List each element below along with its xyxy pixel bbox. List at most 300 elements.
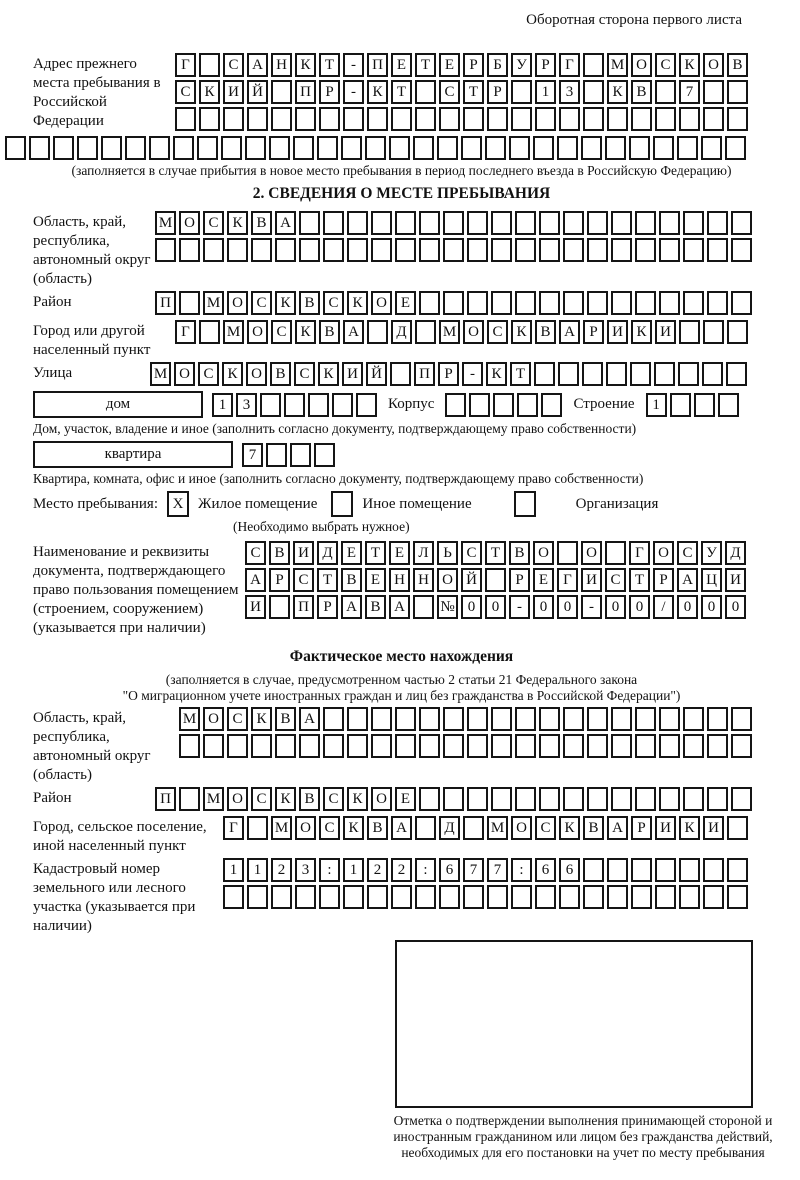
- char-cell[interactable]: В: [535, 320, 556, 344]
- char-cell[interactable]: [485, 568, 506, 592]
- char-cell[interactable]: -: [343, 53, 364, 77]
- char-cell[interactable]: К: [295, 320, 316, 344]
- char-cell[interactable]: [245, 136, 266, 160]
- char-cell[interactable]: [295, 107, 316, 131]
- char-cell[interactable]: 6: [535, 858, 556, 882]
- char-cell[interactable]: [347, 707, 368, 731]
- char-cell[interactable]: [260, 393, 281, 417]
- char-cell[interactable]: К: [199, 80, 220, 104]
- char-cell[interactable]: [391, 885, 412, 909]
- char-cell[interactable]: [491, 291, 512, 315]
- char-cell[interactable]: А: [677, 568, 698, 592]
- char-cell[interactable]: [718, 393, 739, 417]
- char-cell[interactable]: К: [347, 787, 368, 811]
- char-cell[interactable]: К: [222, 362, 243, 386]
- char-cell[interactable]: [413, 136, 434, 160]
- char-cell[interactable]: [356, 393, 377, 417]
- char-cell[interactable]: [511, 80, 532, 104]
- char-cell[interactable]: С: [198, 362, 219, 386]
- char-cell[interactable]: С: [487, 320, 508, 344]
- char-cell[interactable]: [607, 107, 628, 131]
- char-cell[interactable]: К: [679, 53, 700, 77]
- char-cell[interactable]: [677, 136, 698, 160]
- char-cell[interactable]: [271, 80, 292, 104]
- char-cell[interactable]: [266, 443, 287, 467]
- char-cell[interactable]: О: [227, 291, 248, 315]
- char-cell[interactable]: [731, 707, 752, 731]
- char-cell[interactable]: [221, 136, 242, 160]
- char-cell[interactable]: Д: [725, 541, 746, 565]
- char-cell[interactable]: [419, 291, 440, 315]
- char-cell[interactable]: [541, 393, 562, 417]
- char-cell[interactable]: [659, 238, 680, 262]
- char-cell[interactable]: [491, 238, 512, 262]
- char-cell[interactable]: Г: [557, 568, 578, 592]
- char-cell[interactable]: 3: [295, 858, 316, 882]
- char-cell[interactable]: Т: [463, 80, 484, 104]
- char-cell[interactable]: [707, 238, 728, 262]
- char-cell[interactable]: [323, 734, 344, 758]
- char-cell[interactable]: С: [323, 787, 344, 811]
- char-cell[interactable]: [395, 707, 416, 731]
- char-cell[interactable]: /: [653, 595, 674, 619]
- char-cell[interactable]: [583, 107, 604, 131]
- char-cell[interactable]: [587, 734, 608, 758]
- char-cell[interactable]: [694, 393, 715, 417]
- char-cell[interactable]: [223, 885, 244, 909]
- char-cell[interactable]: [703, 107, 724, 131]
- char-cell[interactable]: В: [269, 541, 290, 565]
- char-cell[interactable]: [607, 885, 628, 909]
- char-cell[interactable]: [367, 107, 388, 131]
- char-cell[interactable]: Т: [365, 541, 386, 565]
- char-cell[interactable]: В: [367, 816, 388, 840]
- char-cell[interactable]: [179, 238, 200, 262]
- char-cell[interactable]: О: [533, 541, 554, 565]
- char-cell[interactable]: [533, 136, 554, 160]
- char-cell[interactable]: И: [342, 362, 363, 386]
- char-cell[interactable]: [534, 362, 555, 386]
- char-cell[interactable]: 0: [461, 595, 482, 619]
- char-cell[interactable]: [199, 107, 220, 131]
- char-cell[interactable]: П: [295, 80, 316, 104]
- char-cell[interactable]: -: [509, 595, 530, 619]
- char-cell[interactable]: Т: [319, 53, 340, 77]
- char-cell[interactable]: Т: [391, 80, 412, 104]
- char-cell[interactable]: [487, 885, 508, 909]
- char-cell[interactable]: [635, 707, 656, 731]
- char-cell[interactable]: У: [511, 53, 532, 77]
- char-cell[interactable]: И: [703, 816, 724, 840]
- char-cell[interactable]: [630, 362, 651, 386]
- char-cell[interactable]: В: [365, 595, 386, 619]
- char-cell[interactable]: [703, 885, 724, 909]
- char-cell[interactable]: Д: [391, 320, 412, 344]
- char-cell[interactable]: И: [655, 816, 676, 840]
- char-cell[interactable]: [635, 787, 656, 811]
- char-cell[interactable]: М: [203, 291, 224, 315]
- char-cell[interactable]: [683, 238, 704, 262]
- char-cell[interactable]: [703, 320, 724, 344]
- char-cell[interactable]: [343, 885, 364, 909]
- char-cell[interactable]: -: [343, 80, 364, 104]
- char-cell[interactable]: Л: [413, 541, 434, 565]
- char-cell[interactable]: С: [323, 291, 344, 315]
- char-cell[interactable]: [539, 707, 560, 731]
- char-cell[interactable]: 0: [677, 595, 698, 619]
- char-cell[interactable]: К: [486, 362, 507, 386]
- char-cell[interactable]: Ц: [701, 568, 722, 592]
- char-cell[interactable]: В: [275, 707, 296, 731]
- char-cell[interactable]: [247, 885, 268, 909]
- char-cell[interactable]: М: [223, 320, 244, 344]
- char-cell[interactable]: [199, 53, 220, 77]
- char-cell[interactable]: [5, 136, 26, 160]
- char-cell[interactable]: [463, 816, 484, 840]
- char-cell[interactable]: В: [583, 816, 604, 840]
- char-cell[interactable]: В: [631, 80, 652, 104]
- char-cell[interactable]: [635, 734, 656, 758]
- char-cell[interactable]: [703, 80, 724, 104]
- char-cell[interactable]: И: [581, 568, 602, 592]
- char-cell[interactable]: [269, 595, 290, 619]
- char-cell[interactable]: [371, 211, 392, 235]
- char-cell[interactable]: [583, 80, 604, 104]
- char-cell[interactable]: [343, 107, 364, 131]
- char-cell[interactable]: [678, 362, 699, 386]
- char-cell[interactable]: [731, 211, 752, 235]
- char-cell[interactable]: [290, 443, 311, 467]
- char-cell[interactable]: А: [343, 320, 364, 344]
- char-cell[interactable]: [605, 136, 626, 160]
- char-cell[interactable]: [563, 291, 584, 315]
- char-cell[interactable]: 7: [679, 80, 700, 104]
- char-cell[interactable]: И: [607, 320, 628, 344]
- char-cell[interactable]: Р: [269, 568, 290, 592]
- char-cell[interactable]: [702, 362, 723, 386]
- char-cell[interactable]: [581, 136, 602, 160]
- char-cell[interactable]: [559, 107, 580, 131]
- char-cell[interactable]: [227, 238, 248, 262]
- char-cell[interactable]: М: [271, 816, 292, 840]
- char-cell[interactable]: 2: [271, 858, 292, 882]
- char-cell[interactable]: [727, 858, 748, 882]
- char-cell[interactable]: Г: [175, 320, 196, 344]
- char-cell[interactable]: [443, 787, 464, 811]
- char-cell[interactable]: Р: [319, 80, 340, 104]
- char-cell[interactable]: Й: [461, 568, 482, 592]
- char-cell[interactable]: [367, 320, 388, 344]
- char-cell[interactable]: Й: [366, 362, 387, 386]
- char-cell[interactable]: [467, 238, 488, 262]
- char-cell[interactable]: -: [581, 595, 602, 619]
- char-cell[interactable]: [469, 393, 490, 417]
- char-cell[interactable]: Т: [485, 541, 506, 565]
- char-cell[interactable]: [341, 136, 362, 160]
- char-cell[interactable]: [563, 787, 584, 811]
- char-cell[interactable]: [203, 238, 224, 262]
- char-cell[interactable]: С: [605, 568, 626, 592]
- char-cell[interactable]: М: [607, 53, 628, 77]
- char-cell[interactable]: [587, 787, 608, 811]
- char-cell[interactable]: [275, 734, 296, 758]
- char-cell[interactable]: С: [223, 53, 244, 77]
- char-cell[interactable]: Р: [317, 595, 338, 619]
- char-cell[interactable]: [631, 885, 652, 909]
- char-cell[interactable]: :: [319, 858, 340, 882]
- char-cell[interactable]: [390, 362, 411, 386]
- char-cell[interactable]: И: [245, 595, 266, 619]
- char-cell[interactable]: Р: [631, 816, 652, 840]
- char-cell[interactable]: К: [227, 211, 248, 235]
- char-cell[interactable]: 6: [439, 858, 460, 882]
- char-cell[interactable]: [683, 707, 704, 731]
- char-cell[interactable]: [707, 787, 728, 811]
- char-cell[interactable]: М: [150, 362, 171, 386]
- char-cell[interactable]: [539, 787, 560, 811]
- char-cell[interactable]: О: [295, 816, 316, 840]
- char-cell[interactable]: [515, 291, 536, 315]
- char-cell[interactable]: О: [371, 787, 392, 811]
- char-cell[interactable]: [332, 393, 353, 417]
- char-cell[interactable]: [731, 787, 752, 811]
- char-cell[interactable]: [319, 885, 340, 909]
- char-cell[interactable]: [149, 136, 170, 160]
- char-cell[interactable]: Е: [395, 787, 416, 811]
- char-cell[interactable]: [611, 734, 632, 758]
- char-cell[interactable]: [461, 136, 482, 160]
- char-cell[interactable]: И: [293, 541, 314, 565]
- char-cell[interactable]: [415, 80, 436, 104]
- char-cell[interactable]: В: [341, 568, 362, 592]
- char-cell[interactable]: К: [318, 362, 339, 386]
- char-cell[interactable]: К: [679, 816, 700, 840]
- char-cell[interactable]: С: [251, 787, 272, 811]
- char-cell[interactable]: У: [701, 541, 722, 565]
- char-cell[interactable]: Д: [317, 541, 338, 565]
- char-cell[interactable]: В: [270, 362, 291, 386]
- char-cell[interactable]: [467, 787, 488, 811]
- char-cell[interactable]: [653, 136, 674, 160]
- char-cell[interactable]: 0: [533, 595, 554, 619]
- char-cell[interactable]: [701, 136, 722, 160]
- char-cell[interactable]: [535, 885, 556, 909]
- char-cell[interactable]: [683, 291, 704, 315]
- char-cell[interactable]: С: [439, 80, 460, 104]
- char-cell[interactable]: Е: [391, 53, 412, 77]
- char-cell[interactable]: [583, 885, 604, 909]
- char-cell[interactable]: С: [319, 816, 340, 840]
- char-cell[interactable]: [295, 885, 316, 909]
- char-cell[interactable]: [559, 885, 580, 909]
- char-cell[interactable]: [629, 136, 650, 160]
- char-cell[interactable]: [493, 393, 514, 417]
- char-cell[interactable]: [707, 734, 728, 758]
- char-cell[interactable]: :: [415, 858, 436, 882]
- char-cell[interactable]: Г: [175, 53, 196, 77]
- char-cell[interactable]: [487, 107, 508, 131]
- char-cell[interactable]: [659, 211, 680, 235]
- char-cell[interactable]: [563, 238, 584, 262]
- char-cell[interactable]: 1: [343, 858, 364, 882]
- char-cell[interactable]: [635, 238, 656, 262]
- char-cell[interactable]: [557, 136, 578, 160]
- char-cell[interactable]: [389, 136, 410, 160]
- char-cell[interactable]: [155, 238, 176, 262]
- char-cell[interactable]: К: [295, 53, 316, 77]
- char-cell[interactable]: С: [203, 211, 224, 235]
- char-cell[interactable]: А: [389, 595, 410, 619]
- char-cell[interactable]: [727, 107, 748, 131]
- char-cell[interactable]: О: [631, 53, 652, 77]
- char-cell[interactable]: [445, 393, 466, 417]
- char-cell[interactable]: 1: [535, 80, 556, 104]
- char-cell[interactable]: [683, 787, 704, 811]
- char-cell[interactable]: [467, 291, 488, 315]
- char-cell[interactable]: [611, 291, 632, 315]
- char-cell[interactable]: Д: [439, 816, 460, 840]
- char-cell[interactable]: С: [461, 541, 482, 565]
- char-cell[interactable]: [308, 393, 329, 417]
- char-cell[interactable]: [679, 107, 700, 131]
- char-cell[interactable]: К: [347, 291, 368, 315]
- char-cell[interactable]: О: [371, 291, 392, 315]
- char-cell[interactable]: [251, 238, 272, 262]
- char-cell[interactable]: [467, 707, 488, 731]
- char-cell[interactable]: [659, 707, 680, 731]
- char-cell[interactable]: 6: [559, 858, 580, 882]
- char-cell[interactable]: С: [294, 362, 315, 386]
- char-cell[interactable]: [415, 885, 436, 909]
- char-cell[interactable]: С: [655, 53, 676, 77]
- char-cell[interactable]: [419, 734, 440, 758]
- char-cell[interactable]: [443, 707, 464, 731]
- char-cell[interactable]: [563, 707, 584, 731]
- char-cell[interactable]: [670, 393, 691, 417]
- char-cell[interactable]: [611, 211, 632, 235]
- char-cell[interactable]: 0: [725, 595, 746, 619]
- char-cell[interactable]: №: [437, 595, 458, 619]
- char-cell[interactable]: [517, 393, 538, 417]
- char-cell[interactable]: С: [535, 816, 556, 840]
- char-cell[interactable]: С: [677, 541, 698, 565]
- char-cell[interactable]: К: [559, 816, 580, 840]
- char-cell[interactable]: Р: [463, 53, 484, 77]
- char-cell[interactable]: [539, 238, 560, 262]
- char-cell[interactable]: [247, 107, 268, 131]
- char-cell[interactable]: [563, 734, 584, 758]
- char-cell[interactable]: А: [299, 707, 320, 731]
- char-cell[interactable]: 2: [367, 858, 388, 882]
- char-cell[interactable]: О: [203, 707, 224, 731]
- char-cell[interactable]: [419, 211, 440, 235]
- char-cell[interactable]: Р: [487, 80, 508, 104]
- char-cell[interactable]: Г: [223, 816, 244, 840]
- char-cell[interactable]: М: [439, 320, 460, 344]
- char-cell[interactable]: С: [227, 707, 248, 731]
- char-cell[interactable]: [275, 238, 296, 262]
- char-cell[interactable]: [727, 320, 748, 344]
- char-cell[interactable]: [611, 787, 632, 811]
- char-cell[interactable]: [419, 787, 440, 811]
- char-cell[interactable]: [491, 707, 512, 731]
- char-cell[interactable]: [631, 107, 652, 131]
- char-cell[interactable]: [635, 291, 656, 315]
- char-cell[interactable]: [731, 238, 752, 262]
- char-cell[interactable]: [511, 107, 532, 131]
- char-cell[interactable]: Е: [389, 541, 410, 565]
- char-cell[interactable]: В: [299, 291, 320, 315]
- char-cell[interactable]: [323, 707, 344, 731]
- char-cell[interactable]: А: [245, 568, 266, 592]
- char-cell[interactable]: О: [179, 211, 200, 235]
- char-cell[interactable]: И: [223, 80, 244, 104]
- char-cell[interactable]: 0: [701, 595, 722, 619]
- char-cell[interactable]: 3: [559, 80, 580, 104]
- char-cell[interactable]: 0: [557, 595, 578, 619]
- char-cell[interactable]: [509, 136, 530, 160]
- char-cell[interactable]: 7: [242, 443, 263, 467]
- char-cell[interactable]: [395, 238, 416, 262]
- char-cell[interactable]: [463, 885, 484, 909]
- char-cell[interactable]: 3: [236, 393, 257, 417]
- char-cell[interactable]: Т: [510, 362, 531, 386]
- char-cell[interactable]: [314, 443, 335, 467]
- char-cell[interactable]: С: [245, 541, 266, 565]
- char-cell[interactable]: [365, 136, 386, 160]
- char-cell[interactable]: [515, 734, 536, 758]
- char-cell[interactable]: [175, 107, 196, 131]
- char-cell[interactable]: В: [319, 320, 340, 344]
- char-cell[interactable]: М: [487, 816, 508, 840]
- char-cell[interactable]: [415, 320, 436, 344]
- char-cell[interactable]: [101, 136, 122, 160]
- char-cell[interactable]: [583, 53, 604, 77]
- char-cell[interactable]: С: [293, 568, 314, 592]
- char-cell[interactable]: [659, 734, 680, 758]
- char-cell[interactable]: [535, 107, 556, 131]
- char-cell[interactable]: [539, 211, 560, 235]
- char-cell[interactable]: [439, 107, 460, 131]
- char-cell[interactable]: В: [727, 53, 748, 77]
- char-cell[interactable]: 0: [485, 595, 506, 619]
- char-cell[interactable]: В: [299, 787, 320, 811]
- char-cell[interactable]: О: [227, 787, 248, 811]
- char-cell[interactable]: М: [155, 211, 176, 235]
- char-cell[interactable]: П: [367, 53, 388, 77]
- char-cell[interactable]: [515, 211, 536, 235]
- char-cell[interactable]: К: [631, 320, 652, 344]
- char-cell[interactable]: К: [251, 707, 272, 731]
- checkbox-residential[interactable]: X: [167, 491, 189, 517]
- char-cell[interactable]: [539, 291, 560, 315]
- char-cell[interactable]: [415, 107, 436, 131]
- char-cell[interactable]: [271, 107, 292, 131]
- char-cell[interactable]: [199, 320, 220, 344]
- char-cell[interactable]: [587, 291, 608, 315]
- char-cell[interactable]: [347, 734, 368, 758]
- char-cell[interactable]: 7: [487, 858, 508, 882]
- char-cell[interactable]: К: [511, 320, 532, 344]
- char-cell[interactable]: [293, 136, 314, 160]
- char-cell[interactable]: [125, 136, 146, 160]
- char-cell[interactable]: О: [581, 541, 602, 565]
- char-cell[interactable]: [654, 362, 675, 386]
- char-cell[interactable]: К: [275, 787, 296, 811]
- char-cell[interactable]: П: [414, 362, 435, 386]
- char-cell[interactable]: Б: [487, 53, 508, 77]
- char-cell[interactable]: А: [607, 816, 628, 840]
